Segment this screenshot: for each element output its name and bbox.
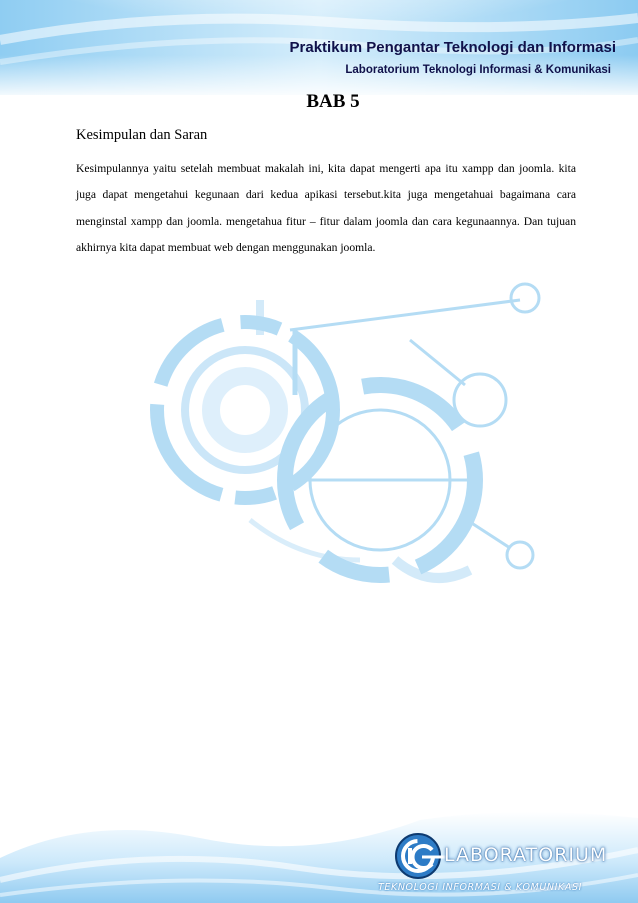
page-header (290, 38, 616, 79)
lab-logo-emblem-icon (392, 830, 450, 882)
lab-logo-subtitle: TEKNOLOGI INFORMASI & KOMUNIKASI (378, 882, 582, 893)
header-subtitle: Laboratorium Teknologi Informasi & Komunikasi (345, 64, 611, 76)
chapter-heading: BAB 5 (306, 91, 360, 112)
lab-logo-word: LABORATORIUM (444, 844, 608, 866)
header-title: Praktikum Pengantar Teknologi dan Informasi (289, 39, 616, 56)
body-paragraph: Kesimpulannya yaitu setelah membuat makalah ini, kita dapat mengerti apa itu xampp dan joomla. kita juga dapat mengetahui kegunaan dari kedua apikasi tersebut.kita juga mengetahuai bagaimana cara menginstal xampp dan joomla. mengetahua fitur – fitur dalam joomla dan cara kegunaannya. Dan tujuan akhirnya kita dapat membuat web dengan menggunakan joomla. (76, 162, 576, 254)
decorative-watermark (157, 284, 539, 578)
lab-logo (378, 822, 628, 903)
section-title: Kesimpulan dan Saran (76, 127, 208, 143)
